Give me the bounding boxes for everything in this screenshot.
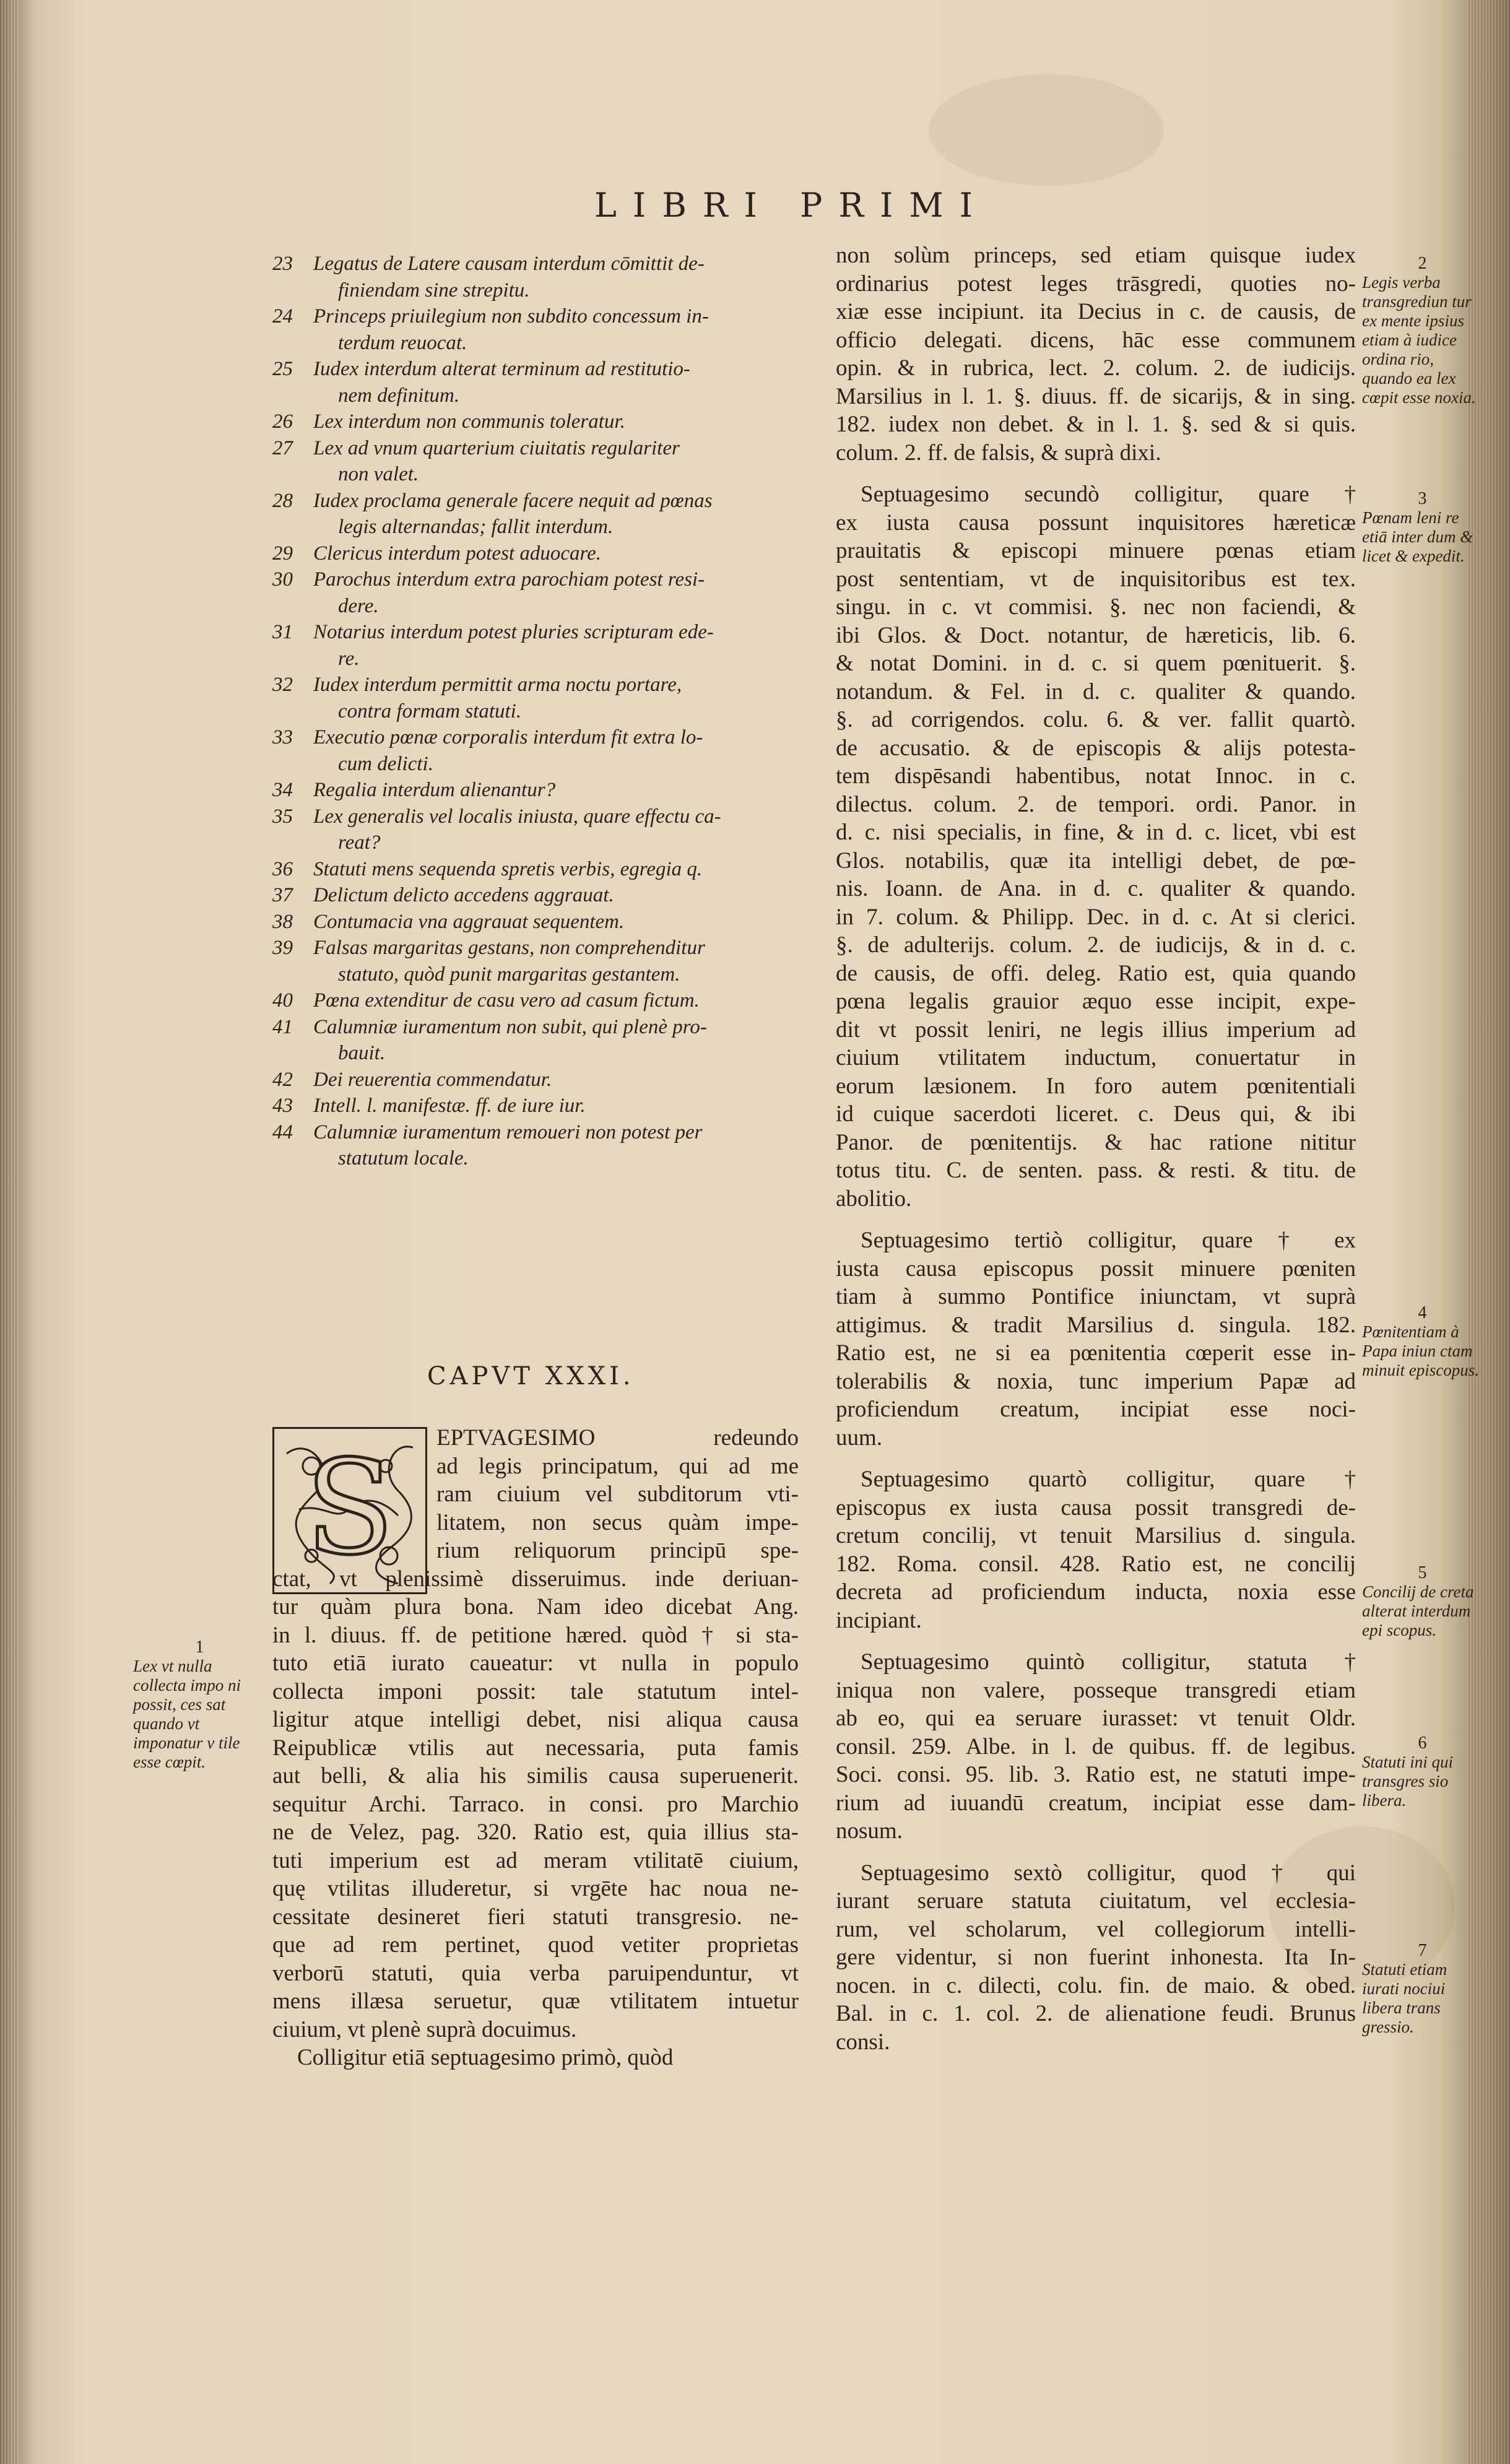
summary-item: [272, 488, 805, 540]
summary-number: 34: [272, 779, 293, 801]
summary-item: [272, 435, 805, 488]
summary-item: [272, 1093, 805, 1119]
summary-item: [272, 409, 805, 435]
summary-line: Iudex interdum alterat terminum ad restitutio-: [313, 358, 690, 380]
summary-number: 39: [272, 937, 293, 959]
summary-number: 38: [272, 910, 293, 933]
summary-item: [272, 672, 805, 724]
text-line: dit vt possit leniri, ne legis illius imperium ad: [836, 1017, 1356, 1043]
text-line: EPTVAGESIMO redeundo: [436, 1425, 799, 1451]
text-line: cretum concilij, vt tenuit Marsilius d. singula.: [836, 1523, 1356, 1548]
dropcap-letter: S: [305, 1432, 394, 1584]
summary-line: statutum locale.: [338, 1147, 469, 1169]
text-line: opin. & in rubrica, lect. 2. colum. 2. de iudicijs.: [836, 355, 1356, 381]
summary-item: [272, 909, 805, 935]
margin-note-number: 4: [1418, 1303, 1427, 1322]
summary-number: 31: [272, 621, 293, 643]
paragraph: [272, 1424, 799, 2072]
summary-line: Lex generalis vel localis iniusta, quare effectu ca-: [313, 805, 721, 828]
text-line: iurant seruare statuta ciuitatum, vel ecclesia-: [836, 1888, 1356, 1914]
summary-line: Executio pœnæ corporalis interdum fit extra lo-: [313, 726, 703, 748]
text-line: Ratio est, ne si ea pœnitentia cœperit esse in-: [836, 1340, 1356, 1366]
summary-line: finiendam sine strepitu.: [338, 279, 530, 301]
summary-line: legis alternandas; fallit interdum.: [338, 516, 614, 538]
summary-line: Legatus de Latere causam interdum cōmittit de-: [313, 253, 705, 275]
summary-line: contra formam statuti.: [338, 700, 522, 722]
summary-line: re.: [338, 647, 360, 670]
margin-note-number: 6: [1418, 1733, 1427, 1753]
text-line: ibi Glos. & Doct. notantur, de hæreticis, lib. 6.: [836, 622, 1356, 648]
margin-note-text: Pœnitentiam à Papa iniun ctam minuit episcopus.: [1362, 1322, 1479, 1379]
summary-item: [272, 987, 805, 1014]
summary-line: Lex ad vnum quarterium ciuitatis regulariter: [313, 436, 680, 459]
text-line: ab eo, qui ea seruare iurasset: vt tenuit Oldr.: [836, 1706, 1356, 1731]
text-line: Septuagesimo tertiò colligitur, quare † ex: [861, 1228, 1356, 1253]
summary-number: 24: [272, 305, 293, 328]
margin-note-text: Statuti etiam iurati nociui libera trans gressio.: [1362, 1960, 1447, 2036]
summary-number: 43: [272, 1095, 293, 1117]
text-line: Septuagesimo sextò colligitur, quod † qui: [861, 1860, 1356, 1886]
text-line: consil. 259. Albe. in l. de quibus. ff. de legibus.: [836, 1733, 1356, 1759]
text-line: decreta ad proficiendum inducta, noxia esse: [836, 1579, 1356, 1605]
text-line: aut belli, & alia his similis causa superuenerit.: [272, 1763, 799, 1789]
summary-number: 37: [272, 884, 293, 906]
text-line: in 7. colum. & Philipp. Dec. in d. c. At si clerici.: [836, 904, 1356, 930]
summary-item: [272, 856, 805, 883]
text-line: incipiant.: [836, 1607, 922, 1633]
summary-line: statuto, quòd punit margaritas gestantem.: [338, 963, 680, 986]
margin-note: [1362, 254, 1483, 407]
summary-line: Notarius interdum potest pluries scripturam ede-: [313, 621, 714, 643]
summary-line: Intell. l. manifestæ. ff. de iure iur.: [313, 1095, 586, 1117]
text-line: id cuique sacerdoti liceret. c. Deus qui, & ibi: [836, 1101, 1356, 1127]
text-line: quę vtilitas illuderetur, si vrgēte hac noua ne-: [272, 1876, 799, 1901]
text-line: tuto etiā iurato caueatur: vt nulla in populo: [272, 1651, 799, 1676]
summary-item: [272, 303, 805, 356]
margin-note: [1362, 1563, 1483, 1640]
text-line: ciuium, vt plenè suprà docuimus.: [272, 2016, 577, 2042]
summary-number: 32: [272, 674, 293, 696]
text-line: de accusatio. & de episcopis & alijs potesta-: [836, 735, 1356, 761]
text-line: gere videntur, si non fuerint inhonesta. Ita In-: [836, 1945, 1356, 1970]
text-line: episcopus ex iusta causa possit transgredi de-: [836, 1494, 1356, 1520]
chapter-heading: CAPVT XXXI.: [427, 1362, 635, 1390]
margin-note-text: Statuti ini qui transgres sio libera.: [1362, 1753, 1454, 1810]
paragraph: [836, 480, 1356, 1213]
text-line: verborū statuti, quia verba paruipenduntur, vt: [272, 1960, 799, 1986]
summary-line: dere.: [338, 594, 379, 617]
margin-note: [1362, 1941, 1483, 2037]
summary-line: Lex interdum non communis toleratur.: [313, 410, 625, 433]
margin-note: [133, 1638, 266, 1772]
text-line: rum, vel scholarum, vel collegiorum intelli-: [836, 1916, 1356, 1942]
summary-line: bauit.: [338, 1042, 386, 1064]
summary-line: Contumacia vna aggrauat sequentem.: [313, 910, 625, 933]
text-line: tem dispēsandi habentibus, notat Innoc. in c.: [836, 763, 1356, 789]
text-line: Marsilius in l. 1. §. diuus. ff. de sicarijs, & in sing.: [836, 383, 1356, 409]
text-line: iusta causa episcopus possit minuere pœniten: [836, 1256, 1356, 1282]
text-line: que ad rem pertinet, quod vetiter proprietas: [272, 1932, 799, 1958]
margin-note-number: 1: [195, 1638, 204, 1657]
text-line: ram ciuium vel subditorum vti-: [436, 1481, 799, 1507]
margin-note-number: 7: [1418, 1941, 1427, 1960]
summary-item: [272, 356, 805, 409]
summary-line: nem definitum.: [338, 384, 460, 407]
summary-item: [272, 724, 805, 777]
text-line: attigimus. & tradit Marsilius d. singula. 182.: [836, 1312, 1356, 1338]
margin-note-text: Lex vt nulla collecta impo ni possit, ces sat quando vt imponatur v tile esse cœpit.: [133, 1657, 241, 1771]
chapter-summary-list: [272, 251, 805, 1172]
summary-line: Pœna extenditur de casu vero ad casum fictum.: [313, 989, 700, 1012]
text-line: post sententiam, vt de inquisitoribus est tex.: [836, 566, 1356, 592]
summary-line: Falsas margaritas gestans, non comprehenditur: [313, 937, 705, 959]
summary-line: Iudex proclama generale facere nequit ad pœnas: [313, 489, 713, 512]
summary-number: 29: [272, 542, 293, 565]
text-line: nocen. in c. dilecti, colu. fin. de maio. & obed.: [836, 1972, 1356, 1998]
summary-item: [272, 619, 805, 672]
text-line: Soci. consi. 95. lib. 3. Ratio est, ne statuti impe-: [836, 1762, 1356, 1787]
paragraph: [836, 1648, 1356, 1846]
summary-line: Regalia interdum alienantur?: [313, 779, 556, 801]
summary-line: Parochus interdum extra parochiam potest resi-: [313, 568, 705, 591]
summary-number: 33: [272, 726, 293, 748]
text-line: colum. 2. ff. de falsis, & suprà dixi.: [836, 440, 1161, 466]
text-line: ne de Velez, pag. 320. Ratio est, quia illius sta-: [272, 1820, 799, 1845]
text-line: pœna legalis grauior æquo esse incipit, expe-: [836, 989, 1356, 1014]
left-text-column: [272, 1424, 799, 2072]
margin-note-text: Legis verba transgrediun tur ex mente ipsius etiam à iudice ordina rio, quando ea lex cœpit esse noxia.: [1362, 273, 1476, 407]
summary-line: Princeps priuilegium non subdito concessum in-: [313, 305, 709, 328]
text-line: sequitur Archi. Tarraco. in consi. pro Marchio: [272, 1791, 799, 1817]
text-line: singu. in c. vt commisi. §. nec non faciendi, &: [836, 594, 1356, 620]
summary-item: [272, 804, 805, 856]
margin-note-text: Pœnam leni re etiā inter dum & licet & expedit.: [1362, 508, 1473, 565]
summary-number: 26: [272, 410, 293, 433]
text-line: in l. diuus. ff. de petitione hæred. quòd † si sta-: [272, 1622, 799, 1648]
summary-number: 44: [272, 1121, 293, 1143]
text-line: ligitur atque intelligi debet, nisi aliqua causa: [272, 1707, 799, 1732]
summary-line: terdum reuocat.: [338, 331, 467, 354]
summary-item: [272, 1119, 805, 1172]
text-line: consi.: [836, 2029, 890, 2055]
text-line: tolerabilis & noxia, tunc imperium Papæ ad: [836, 1368, 1356, 1394]
text-line: Bal. in c. 1. col. 2. de alienatione feudi. Brunus: [836, 2001, 1356, 2026]
summary-item: [272, 935, 805, 987]
summary-number: 41: [272, 1015, 293, 1038]
text-line: collecta imponi possit: tale statutum intel-: [272, 1678, 799, 1704]
text-line: dilectus. colum. 2. de tempori. ordi. Panor. in: [836, 791, 1356, 817]
margin-note-number: 5: [1418, 1563, 1427, 1582]
text-line: tuti imperium est ad meram vtilitatē ciuium,: [272, 1847, 799, 1873]
text-line: officio delegati. dicens, hāc esse communem: [836, 327, 1356, 353]
text-line: abolitio.: [836, 1186, 912, 1212]
text-line: ctat, vt plenissimè disseruimus. inde deriuan-: [272, 1566, 799, 1592]
text-line: proficiendum creatum, incipiat esse noci-: [836, 1397, 1356, 1422]
summary-line: Statuti mens sequenda spretis verbis, egregia q.: [313, 857, 703, 880]
page-gutter: [0, 0, 19, 2464]
text-line: Glos. notabilis, quæ ita intelligi debet, de pœ-: [836, 848, 1356, 874]
paragraph: [836, 1465, 1356, 1634]
margin-note: [1362, 1733, 1483, 1810]
text-line: notandum. & Fel. in d. c. qualiter & quando.: [836, 679, 1356, 705]
text-line: §. de adulterijs. colum. 2. de iudicijs, & in d. c.: [836, 932, 1356, 958]
summary-line: reat?: [338, 831, 381, 854]
summary-number: 36: [272, 857, 293, 880]
margin-note-number: 2: [1418, 254, 1427, 273]
text-line: litatem, non secus quàm impe-: [436, 1509, 799, 1535]
text-line: nis. Ioann. de Ana. in d. c. qualiter & quando.: [836, 876, 1356, 901]
summary-number: 40: [272, 989, 293, 1012]
text-line: totus titu. C. de senten. pass. & resti. & titu. de: [836, 1158, 1356, 1183]
text-line: & notat Domini. in d. c. si quem pœnituerit. §.: [836, 651, 1356, 676]
summary-item: [272, 777, 805, 804]
margin-note: [1362, 1303, 1483, 1380]
summary-line: Delictum delicto accedens aggrauat.: [313, 884, 614, 906]
summary-item: [272, 1067, 805, 1093]
text-line: eorum læsionem. In foro autem pœnitentiali: [836, 1073, 1356, 1099]
summary-item: [272, 1014, 805, 1067]
text-line: ad legis principatum, qui ad me: [436, 1453, 799, 1479]
text-line: Septuagesimo secundò colligitur, quare †: [861, 482, 1356, 507]
paragraph: [836, 241, 1356, 467]
text-line: Septuagesimo quartò colligitur, quare †: [861, 1467, 1356, 1492]
summary-number: 27: [272, 436, 293, 459]
summary-line: Clericus interdum potest aduocare.: [313, 542, 601, 565]
summary-line: Dei reuerentia commendatur.: [313, 1068, 552, 1091]
text-line: prauitatis & episcopi minuere pœnas etiam: [836, 538, 1356, 563]
text-line: rium ad iuuandū creatum, incipiat esse dam-: [836, 1790, 1356, 1816]
summary-item: [272, 882, 805, 909]
summary-number: 28: [272, 489, 293, 512]
text-line: de causis, de offi. deleg. Ratio est, quia quando: [836, 960, 1356, 986]
text-line: Panor. de pœnitentijs. & hac ratione nititur: [836, 1129, 1356, 1155]
summary-number: 23: [272, 253, 293, 275]
text-line: mens illæsa seruetur, quæ vtilitatem intuetur: [272, 1989, 799, 2014]
margin-note-number: 3: [1418, 489, 1427, 508]
summary-line: non valet.: [338, 463, 419, 485]
text-line: iniqua non valere, posseque transgredi etiam: [836, 1677, 1356, 1703]
text-line: ex iusta causa possunt inquisitores hæreticæ: [836, 510, 1356, 536]
right-text-column: [836, 241, 1356, 2056]
text-line: Reipublicæ vtilis aut necessaria, puta famis: [272, 1735, 799, 1761]
summary-item: [272, 566, 805, 619]
margin-note-text: Concilij de creta alterat interdum epi scopus.: [1362, 1582, 1474, 1639]
summary-item: [272, 540, 805, 567]
summary-line: Calumniæ iuramentum remoueri non potest per: [313, 1121, 703, 1143]
summary-item: [272, 251, 805, 303]
text-line: d. c. nisi specialis, in fine, & in d. c. licet, vbi est: [836, 820, 1356, 845]
paragraph: [836, 1859, 1356, 2057]
text-line: ciuium vtilitatem inductum, conuertatur in: [836, 1045, 1356, 1070]
text-line: ordinarius potest leges trāsgredi, quoties no-: [836, 271, 1356, 297]
summary-number: 30: [272, 568, 293, 591]
summary-line: Iudex interdum permittit arma noctu portare,: [313, 674, 682, 696]
summary-number: 25: [272, 358, 293, 380]
text-line: 182. iudex non debet. & in l. 1. §. sed & si quis.: [836, 412, 1356, 437]
text-line: Septuagesimo quintò colligitur, statuta †: [861, 1649, 1356, 1675]
text-line: tur quàm plura bona. Nam ideo dicebat Ang.: [272, 1594, 799, 1620]
summary-number: 42: [272, 1068, 293, 1091]
text-line: Colligitur etiā septuagesimo primò, quòd: [297, 2045, 674, 2070]
paragraph: [836, 1226, 1356, 1452]
margin-note: [1362, 489, 1483, 566]
text-line: rium reliquorum principū spe-: [436, 1538, 799, 1563]
summary-line: Calumniæ iuramentum non subit, qui plenè pro-: [313, 1015, 707, 1038]
text-line: nosum.: [836, 1818, 903, 1844]
text-line: tiam à summo Pontifice iniunctam, vt suprà: [836, 1284, 1356, 1309]
summary-line: cum delicti.: [338, 752, 433, 775]
text-line: non solùm princeps, sed etiam quisque iudex: [836, 243, 1356, 268]
running-head: LIBRI PRIMI: [594, 186, 989, 225]
page-stain: [929, 74, 1164, 186]
text-line: uum.: [836, 1425, 883, 1451]
text-line: xiæ esse incipiunt. ita Decius in c. de causis, de: [836, 299, 1356, 324]
summary-number: 35: [272, 805, 293, 828]
text-line: §. ad corrigendos. colu. 6. & ver. fallit quartò.: [836, 707, 1356, 732]
text-line: 182. Roma. consil. 428. Ratio est, ne concilij: [836, 1551, 1356, 1577]
text-line: cessitate desineret fieri statuti transgresio. ne-: [272, 1904, 799, 1930]
